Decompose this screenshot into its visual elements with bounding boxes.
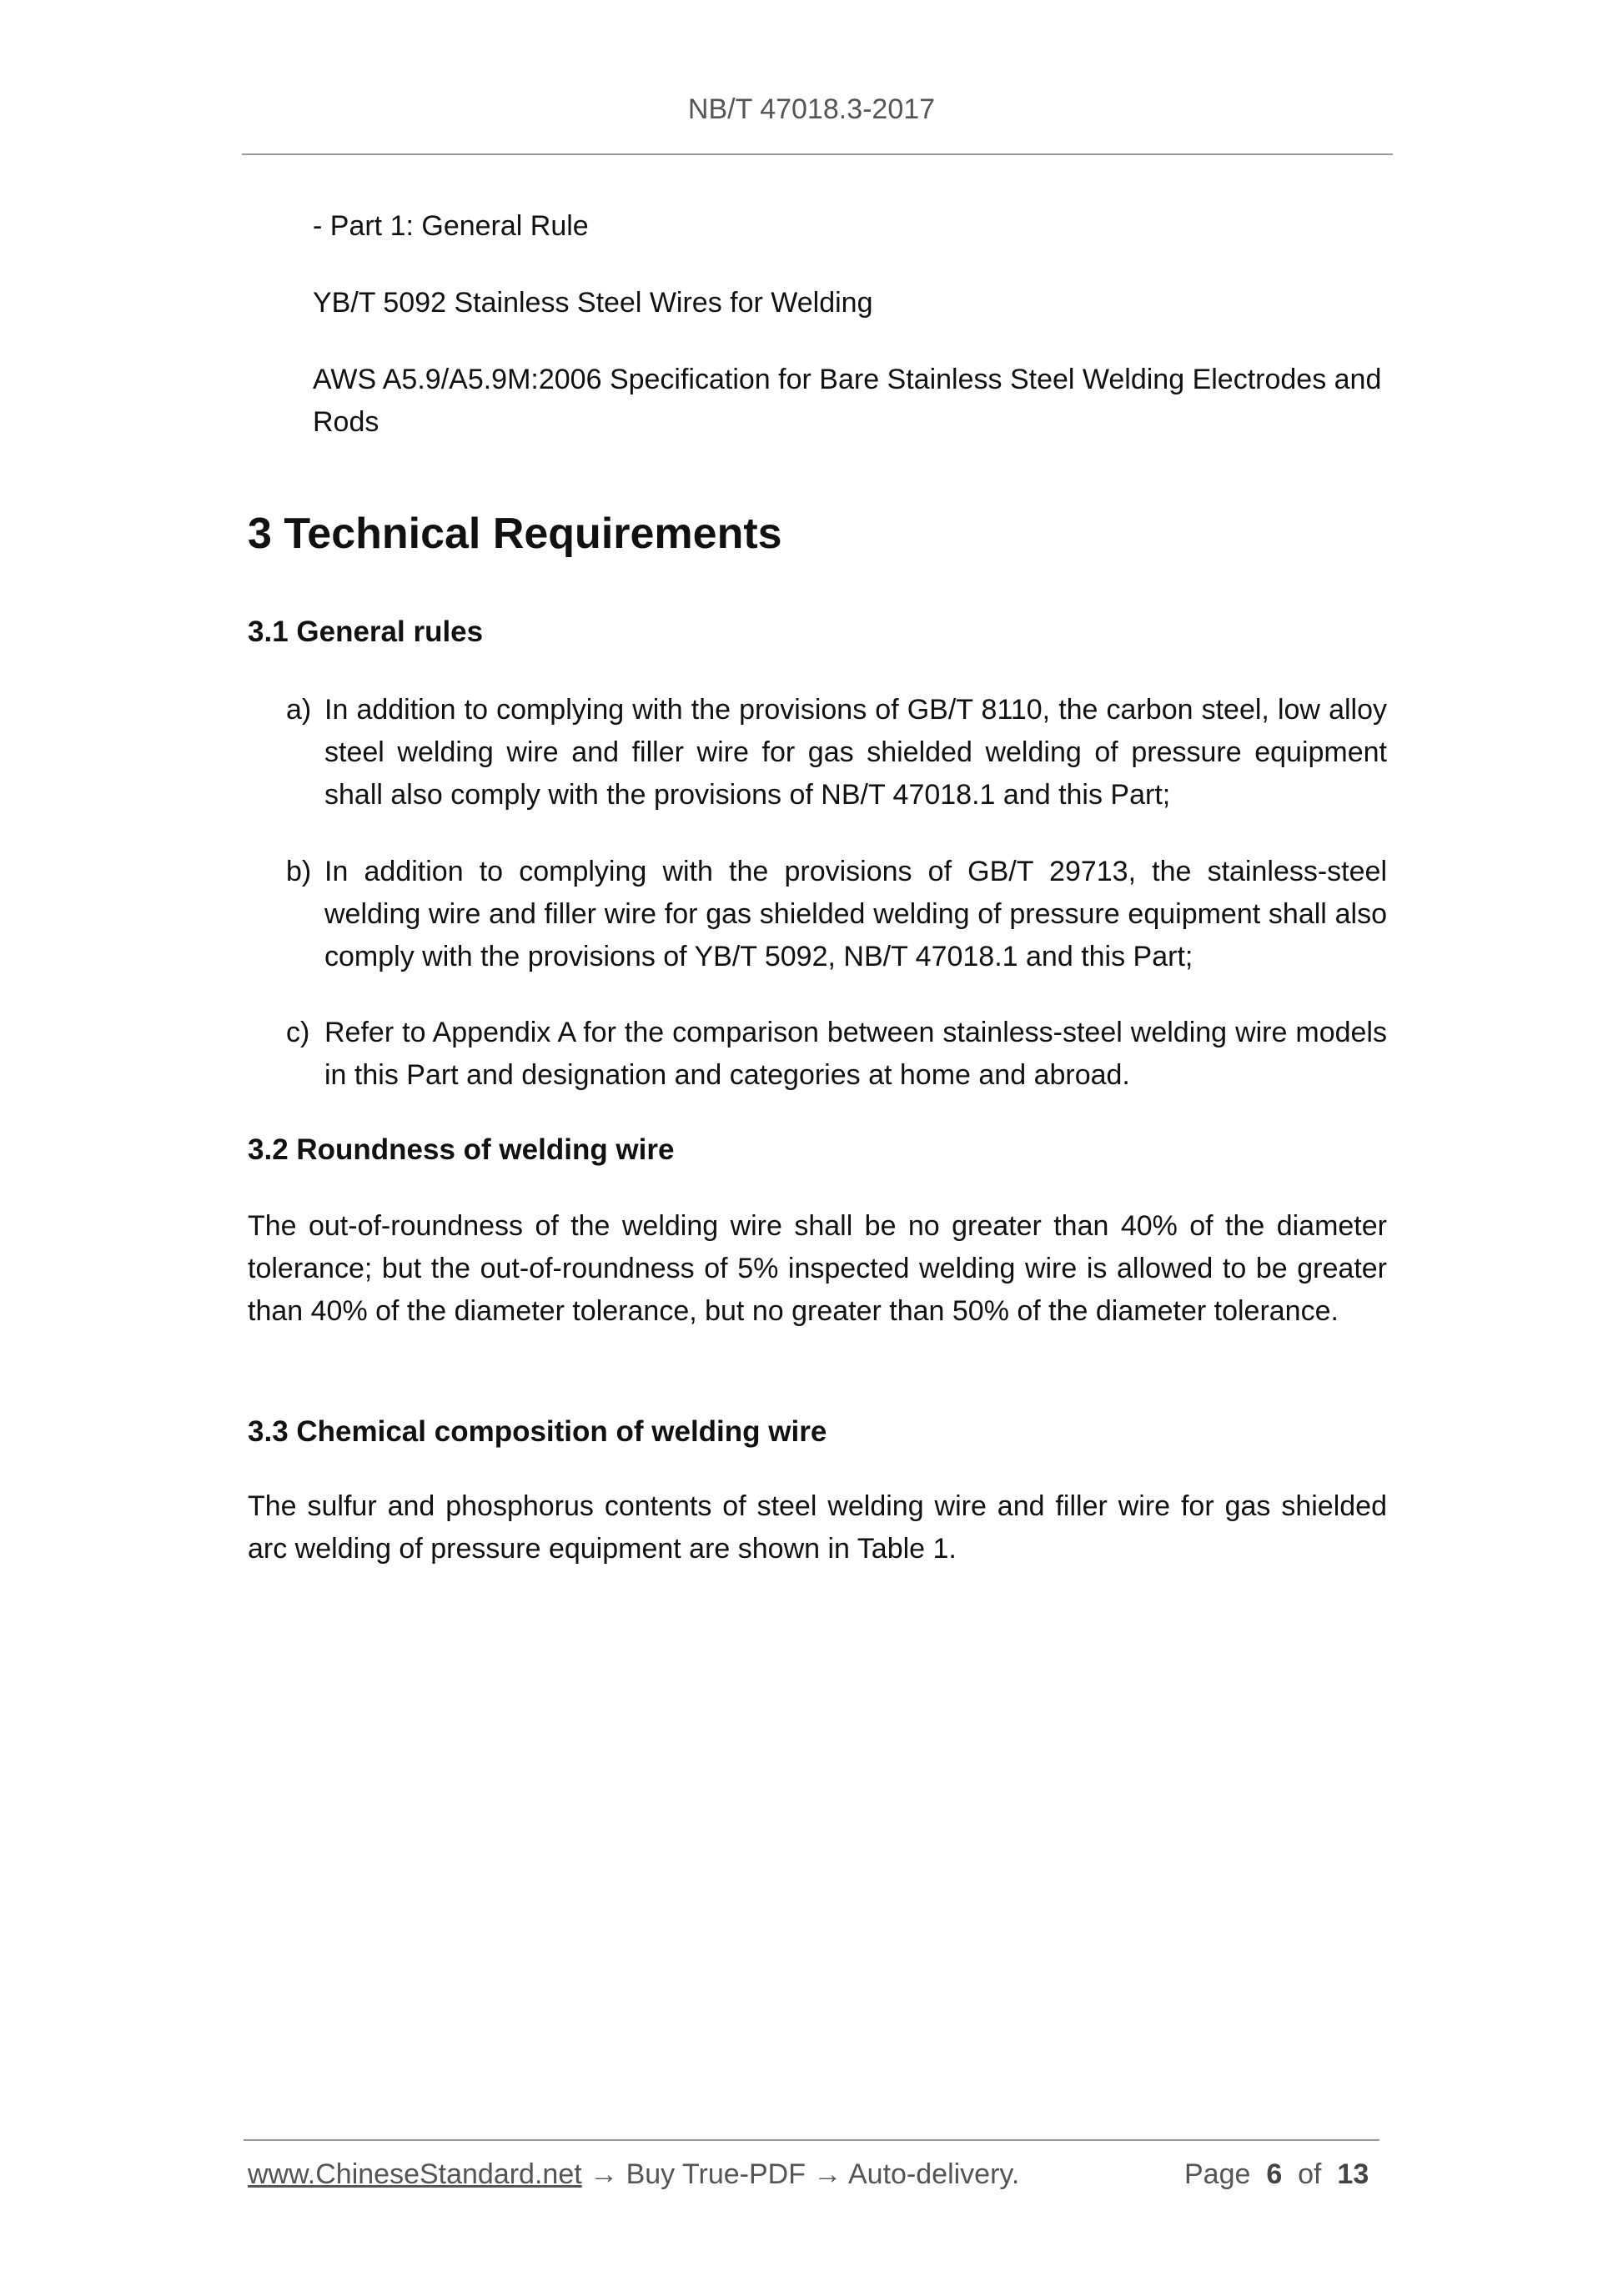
list-label: b)	[286, 856, 312, 887]
total-pages: 13	[1337, 2158, 1369, 2190]
list-text: In addition to complying with the provisions of GB/T 29713, the stainless-steel welding wire and filler wire for gas shielded welding of pressure equipment shall also comply with the provisions of YB/T 5092, NB/T 47018.1 and this Part;	[324, 856, 1387, 972]
reference-item: YB/T 5092 Stainless Steel Wires for Welding	[313, 287, 873, 319]
list-label: c)	[286, 1017, 310, 1048]
of-label: of	[1298, 2158, 1322, 2190]
paragraph: The out-of-roundness of the welding wire shall be no greater than 40% of the diameter tolerance; but the out-of-roundness of 5% inspected welding wire is allowed to be greater than 40% of the diameter tolerance, but no greater than 50% of the diameter tolerance.	[248, 1210, 1387, 1327]
reference-item: - Part 1: General Rule	[313, 210, 589, 242]
list-item	[286, 1012, 1387, 1097]
list-text: In addition to complying with the provisions of GB/T 8110, the carbon steel, low alloy steel welding wire and filler wire for gas shielded welding of pressure equipment shall also comply with the provisions of NB/T 47018.1 and this Part;	[324, 694, 1387, 811]
section-title: 3 Technical Requirements	[248, 510, 782, 558]
list-text: Refer to Appendix A for the comparison between stainless-steel welding wire models in this Part and designation and categories at home and abroad.	[324, 1017, 1387, 1091]
paragraph: The sulfur and phosphorus contents of steel welding wire and filler wire for gas shielded arc welding of pressure equipment are shown in Table 1.	[248, 1490, 1387, 1565]
list-item	[286, 851, 1387, 978]
list-label: a)	[286, 694, 312, 726]
footer-rule	[244, 2139, 1379, 2141]
website-link[interactable]: www.ChineseStandard.net	[248, 2158, 582, 2190]
list-item	[286, 689, 1387, 816]
header-rule	[242, 153, 1393, 155]
subsection-title: 3.1 General rules	[248, 615, 484, 648]
page-label: Page	[1184, 2158, 1251, 2190]
reference-item: AWS A5.9/A5.9M:2006 Specification for Bare Stainless Steel Welding Electrodes and Rods	[313, 364, 1382, 438]
page-number	[1184, 2158, 1369, 2191]
footer-promo	[248, 2158, 1019, 2191]
header-doc-id: NB/T 47018.3-2017	[687, 93, 936, 125]
subsection-title: 3.3 Chemical composition of welding wire	[248, 1415, 827, 1448]
current-page: 6	[1266, 2158, 1283, 2190]
subsection-title: 3.2 Roundness of welding wire	[248, 1133, 675, 1166]
footer-promo-text: → Buy True-PDF → Auto-delivery.	[581, 2158, 1020, 2190]
